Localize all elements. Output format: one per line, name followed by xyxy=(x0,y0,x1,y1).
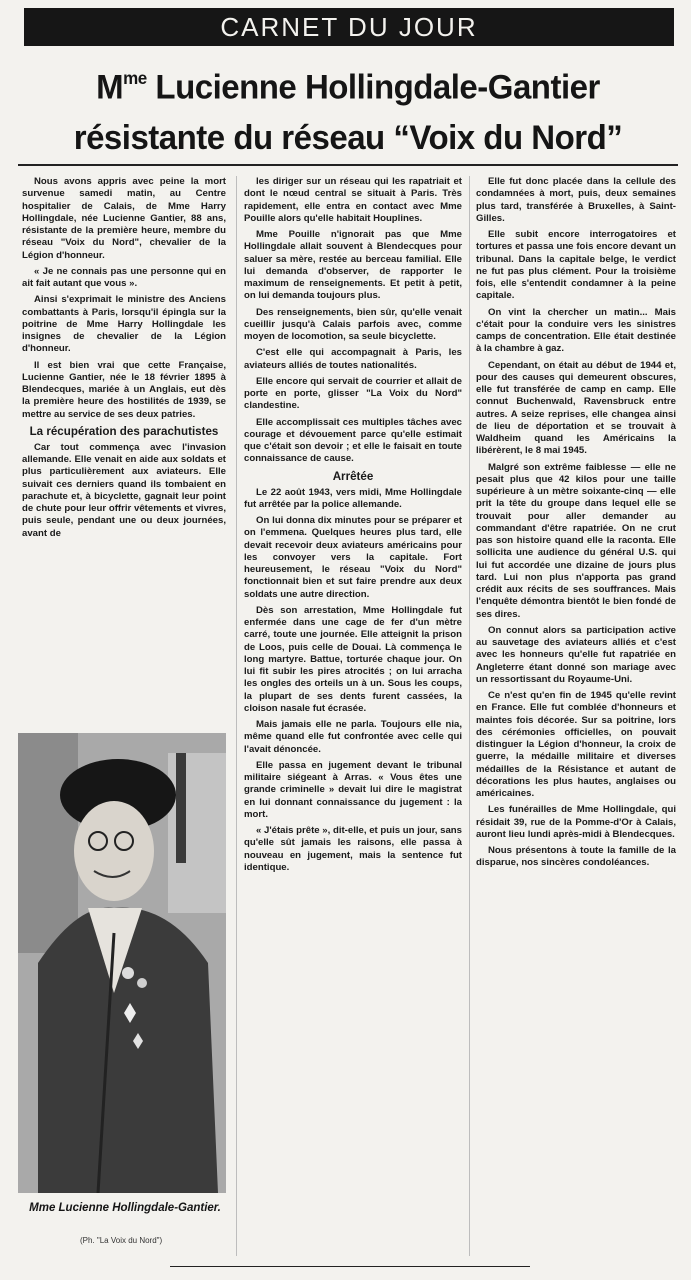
paragraph: Dès son arrestation, Mme Hollingdale fut enfermée dans une cage de fer d'un mètre carré, toute une journée. Elle atteignit la prison de Loos, puis celle de Douai. Là commença le long martyre. Battue, torturée chaque jour. On lui fit subir les pires atrocités ; on lui arracha les ongles des orteils un à un. Sous les coups, la plupart de ses dents furent cassées, la cloison nasale fut écrasée. xyxy=(244,604,462,714)
paragraph: Nous présentons à toute la famille de la disparue, nos sincères condoléances. xyxy=(476,845,676,869)
paragraph: Il est bien vrai que cette Française, Lucienne Gantier, née le 18 février 1895 à Blendecques, mariée à un Anglais, eut dès la première heure des hostilités de 1939, se mettre au service de ses deux patries. xyxy=(22,359,226,420)
paragraph: Malgré son extrême faiblesse — elle ne pesait plus que 42 kilos pour une taille supérieure à un mètre soixante-cinq — elle prit la tête du groupe dans lequel elle se trouvait pour aller demander au commandant d'être rapatriée. On ne crut pas son histoire quand elle la raconta. Elle sollicita une audience du général U.S. qui lui fut accordée une dizaine de jours plus tard. Lui non plus n'apporta pas grand crédit aux récits de ses souffrances. Mais l'enquête démontra bientôt le bien fondé de ses dires. xyxy=(476,461,676,620)
article-column-1 xyxy=(22,176,226,544)
paragraph: Elle subit encore interrogatoires et tortures et passa une fois encore devant un tribunal. Dans la capitale belge, le verdict ne fut pas plus clément. Pour la troisième fois, elle s'entendit condamner à la peine capitale. xyxy=(476,229,676,302)
paragraph: Mme Pouille n'ignorait pas que Mme Hollingdale allait souvent à Blendecques pour saluer sa mère, restée au berceau familial. Elle lui demanda d'observer, de rapporter le maximum de renseignements. Et petit à petit, on lui demanda toujours plus. xyxy=(244,229,462,302)
column-divider xyxy=(236,176,237,1256)
paragraph: Les funérailles de Mme Hollingdale, qui résidait 39, rue de la Pomme-d'Or à Calais, auront lieu lundi après-midi à Blendecques. xyxy=(476,804,676,840)
paragraph: C'est elle qui accompagnait à Paris, les aviateurs alliés de toutes nationalités. xyxy=(244,347,462,371)
article-headline xyxy=(14,53,682,162)
paragraph: On lui donna dix minutes pour se préparer et on l'emmena. Quelques heures plus tard, elle devait recevoir deux aviateurs américains pour les convoyer vers la capitale. Fort heureusement, le réseau "Voix du Nord" fonctionnait bien et sut faire prendre aux deux soldats une autre direction. xyxy=(244,515,462,600)
headline-line-2: résistante du réseau “Voix du Nord” xyxy=(73,117,623,157)
paragraph: « J'étais prête », dit-elle, et puis un jour, sans qu'elle sût jamais les raisons, elle passa à nouveau en jugement, mais la sentence fut identique. xyxy=(244,825,462,873)
photo-credit: (Ph. "La Voix du Nord") xyxy=(80,1236,163,1245)
article-column-3 xyxy=(476,176,676,874)
subheading: Arrêtée xyxy=(332,469,374,483)
paragraph: On vint la chercher un matin... Mais c'était pour la conduire vers les sinistres camps de concentration. Elle était destinée à la chambre à gaz. xyxy=(476,306,676,355)
paragraph: Des renseignements, bien sûr, qu'elle venait cueillir jusqu'à Calais parfois avec, comme moyen de locomotion, sa seule bicyclette. xyxy=(244,306,462,342)
section-banner: CARNET DU JOUR xyxy=(24,8,674,46)
paragraph: Elle encore qui servait de courrier et allait de porte en porte, glisser "La Voix du Nord" clandestine. xyxy=(244,375,462,412)
paragraph: Cependant, on était au début de 1944 et, pour des causes qui demeurent obscures, elle fut transférée de camp en camp. Elle connut Buchenwald, Ravensbruck entre autres. A seize reprises, elle changea ainsi de lieu de déportation et se trouvait à Waldheim quand les Américains la libérèrent, le 8 mai 1945. xyxy=(476,359,676,457)
paragraph: Mais jamais elle ne parla. Toujours elle nia, même quand elle fut confrontée avec celle qui l'avait dénoncée. xyxy=(244,719,462,755)
paragraph: « Je ne connais pas une personne qui en ait fait autant que vous ». xyxy=(22,265,226,289)
paragraph: On connut alors sa participation active au sauvetage des aviateurs alliés et c'est avec les honneurs qu'elle fut rapatriée en Angleterre étant donné son mariage avec un ressortissant du Royaume-Uni. xyxy=(476,624,676,685)
paragraph: Car tout commença avec l'invasion allemande. Elle venait en aide aux soldats et plus particulièrement aux aviateurs. Elle suivait ces derniers quand ils tombaient en parachute et, à bicyclette, gagnait leur point de chute pour leur offrir vêtements et vivres, puis seule, pendant une ou deux journées, avant de xyxy=(22,441,226,539)
paragraph: Ainsi s'exprimait le ministre des Anciens combattants à Paris, lorsqu'il épingla sur la poitrine de Mme Harry Hollingdale les insignes de chevalier de la Légion d'honneur. xyxy=(22,294,226,355)
paragraph: Elle passa en jugement devant le tribunal militaire siégeant à Arras. « Vous êtes une grande criminelle » devait lui dire le magistrat en lui donnant connaissance du jugement : la mort. xyxy=(244,759,462,820)
article-column-2 xyxy=(244,176,462,878)
paragraph: les diriger sur un réseau qui les rapatriait et dont le nœud central se situait à Paris. Très rapidement, elle entra en contact avec Mme Pouille alors qu'elle habitait Houplines. xyxy=(244,176,462,224)
headline-line-1: $M^{me}$ Lucienne Hollingdale-Gantier xyxy=(96,67,600,106)
footer-rule xyxy=(170,1266,530,1267)
paragraph: Nous avons appris avec peine la mort survenue samedi matin, au Centre hospitalier de Calais, de Mme Harry Hollingdale, née Lucienne Gantier, 88 ans, résistante de la première heure, membre du réseau "Voix du Nord", chevalier de la Légion d'honneur. xyxy=(22,176,226,261)
portrait-illustration xyxy=(18,733,226,1193)
paragraph: Elle fut donc placée dans la cellule des condamnées à mort, puis, deux semaines plus tard, transférée à Bruxelles, à Saint-Gilles. xyxy=(476,176,676,224)
column-divider xyxy=(469,176,470,1256)
portrait-photo xyxy=(18,733,226,1193)
photo-caption: Mme Lucienne Hollingdale-Gantier. xyxy=(29,1202,221,1214)
subheading: La récupération des parachutistes xyxy=(29,424,219,438)
headline-rule xyxy=(18,164,678,166)
paragraph: Ce n'est qu'en fin de 1945 qu'elle revint en France. Elle fut comblée d'honneurs et maintes fois décorée. Sur sa poitrine, lors des cérémonies officielles, on pouvait distinguer la Légion d'honneur, la croix de guerre, la médaille militaire et diverses médailles de la Résistance et autant de décorations les plus hautes, anglaises ou américaines. xyxy=(476,690,676,799)
paragraph: Elle accomplissait ces multiples tâches avec courage et dévouement parce qu'elle estimait que c'était son devoir ; et elle le faisait en toute connaissance de cause. xyxy=(244,416,462,465)
paragraph: Le 22 août 1943, vers midi, Mme Hollingdale fut arrêtée par la police allemande. xyxy=(244,486,462,510)
